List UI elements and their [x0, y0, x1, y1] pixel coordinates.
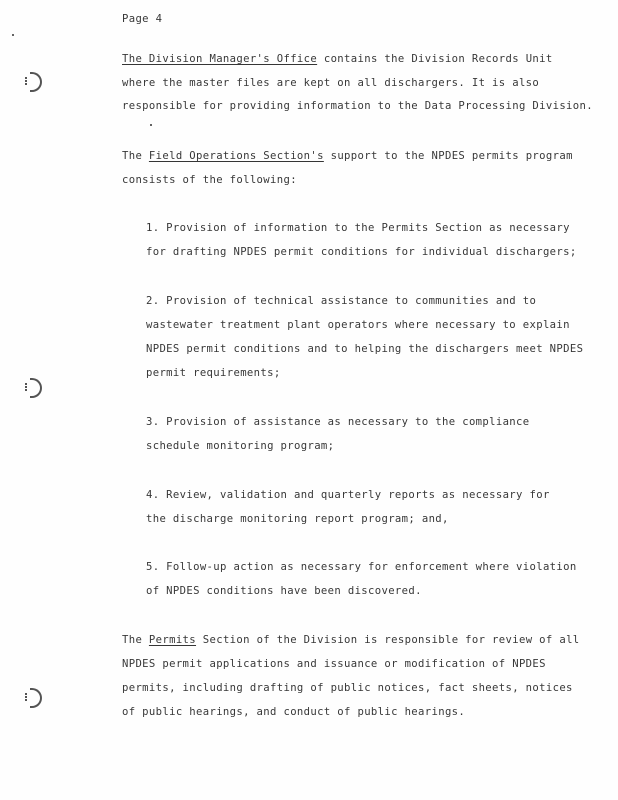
page-number: Page 4: [122, 13, 163, 25]
list-item-3-line-2: schedule monitoring program;: [146, 440, 335, 452]
list-item-2-line-3: NPDES permit conditions and to helping the dischargers meet NPDES: [146, 343, 584, 355]
paragraph-1-line-2: where the master files are kept on all dischargers. It is also: [122, 77, 540, 89]
list-item-5-line-2: of NPDES conditions have been discovered.: [146, 585, 422, 597]
paragraph-3-line-4: of public hearings, and conduct of public hearings.: [122, 706, 466, 718]
paragraph-3-prefix: The: [122, 634, 149, 646]
division-managers-office-heading: The Division Manager's Office: [122, 53, 318, 65]
field-operations-section-heading: Field Operations Section's: [148, 150, 324, 162]
list-item-5-line-1: 5. Follow-up action as necessary for enforcement where violation: [146, 561, 577, 573]
permits-section-heading: Permits: [148, 634, 197, 646]
paragraph-3-line-3: permits, including drafting of public notices, fact sheets, notices: [122, 682, 573, 694]
punch-hole-middle: [30, 378, 42, 398]
punch-hole-bottom: [30, 688, 42, 708]
paragraph-1-line-1-text: contains the Division Records Unit: [317, 53, 553, 65]
punch-hole-top: [30, 72, 42, 92]
list-item-3-line-1: 3. Provision of assistance as necessary to the compliance: [146, 416, 530, 428]
paragraph-2-line-2: consists of the following:: [122, 174, 297, 186]
paragraph-3-line-2: NPDES permit applications and issuance or modification of NPDES: [122, 658, 546, 670]
list-item-2-line-1: 2. Provision of technical assistance to communities and to: [146, 295, 537, 307]
list-item-2-line-2: wastewater treatment plant operators where necessary to explain: [146, 319, 570, 331]
list-item-1-line-2: for drafting NPDES permit conditions for individual dischargers;: [146, 246, 577, 258]
list-item-1-line-1: 1. Provision of information to the Permits Section as necessary: [146, 222, 570, 234]
speck-mark: [150, 124, 152, 126]
paragraph-1-line-3: responsible for providing information to the Data Processing Division.: [122, 100, 593, 112]
paragraph-3-line-1: [122, 634, 580, 646]
list-item-4-line-1: 4. Review, validation and quarterly reports as necessary for: [146, 489, 550, 501]
list-item-2-line-4: permit requirements;: [146, 367, 281, 379]
paragraph-1-line-1: [122, 53, 553, 65]
list-item-4-line-2: the discharge monitoring report program; and,: [146, 513, 449, 525]
paragraph-2-prefix: The: [122, 150, 149, 162]
paragraph-2-line-1: [122, 150, 573, 162]
speck-mark: [12, 34, 14, 36]
paragraph-3-line-1-text: Section of the Division is responsible for review of all: [196, 634, 580, 646]
paragraph-2-line-1-text: support to the NPDES permits program: [323, 150, 573, 162]
